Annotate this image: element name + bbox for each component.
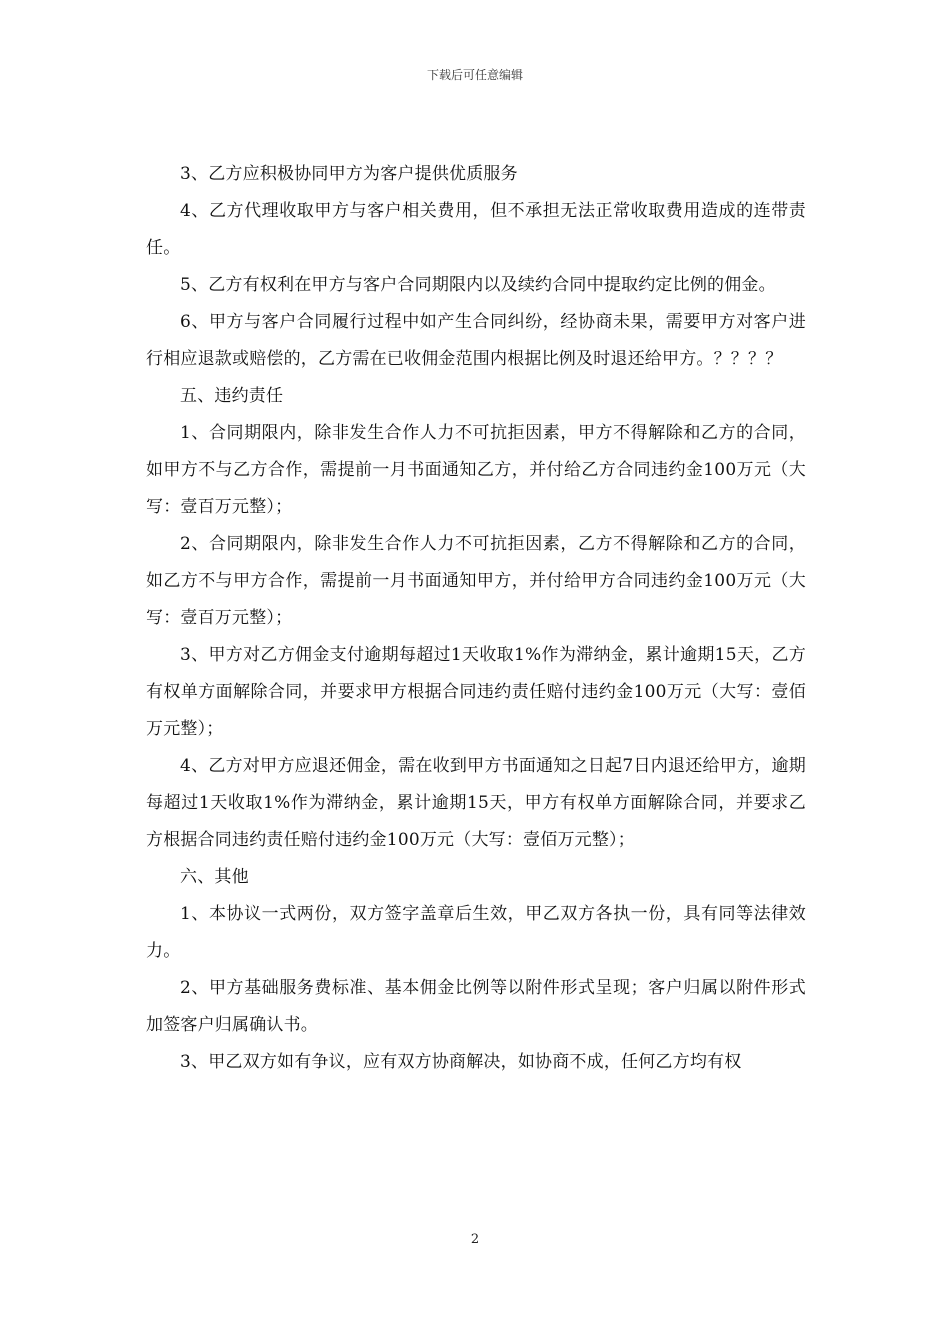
section-heading: 六、其他 <box>180 867 249 887</box>
page-number: 2 <box>470 1232 480 1247</box>
paragraph: 3、乙方应积极协同甲方为客户提供优质服务 <box>180 164 518 184</box>
section-heading: 五、违约责任 <box>180 386 284 406</box>
paragraph: 4、乙方代理收取甲方与客户相关费用，但不承担无法正常收取费用造成的连带责任。 <box>146 201 806 258</box>
paragraph: 4、乙方对甲方应退还佣金，需在收到甲方书面通知之日起7日内退还给甲方，逾期每超过1天收取1%作为滞纳金，累计逾期15天，甲方有权单方面解除合同，并要求乙方根据合同违约责任赔付违约金100万元（大写：壹佰万元整）； <box>146 756 806 850</box>
paragraph: 2、合同期限内，除非发生合作人力不可抗拒因素，乙方不得解除和乙方的合同，如乙方不与甲方合作，需提前一月书面通知甲方，并付给甲方合同违约金100万元（大写：壹百万元整）； <box>146 534 806 628</box>
paragraph: 3、甲方对乙方佣金支付逾期每超过1天收取1%作为滞纳金，累计逾期15天，乙方有权单方面解除合同，并要求甲方根据合同违约责任赔付违约金100万元（大写：壹佰万元整）； <box>146 645 806 739</box>
paragraph: 1、本协议一式两份，双方签字盖章后生效，甲乙双方各执一份，具有同等法律效力。 <box>146 904 806 961</box>
page-header: 下载后可任意编辑 <box>426 68 523 82</box>
paragraph: 6、甲方与客户合同履行过程中如产生合同纠纷，经协商未果，需要甲方对客户进行相应退款或赔偿的，乙方需在已收佣金范围内根据比例及时退还给甲方。？？？？ <box>146 312 806 369</box>
paragraph: 1、合同期限内，除非发生合作人力不可抗拒因素，甲方不得解除和乙方的合同，如甲方不与乙方合作，需提前一月书面通知乙方，并付给乙方合同违约金100万元（大写：壹百万元整）； <box>146 423 806 517</box>
document-body <box>146 156 806 1081</box>
paragraph: 2、甲方基础服务费标准、基本佣金比例等以附件形式呈现；客户归属以附件形式加签客户归属确认书。 <box>146 978 806 1035</box>
paragraph: 3、甲乙双方如有争议，应有双方协商解决，如协商不成，任何乙方均有权 <box>180 1052 742 1072</box>
paragraph: 5、乙方有权利在甲方与客户合同期限内以及续约合同中提取约定比例的佣金。 <box>180 275 776 295</box>
